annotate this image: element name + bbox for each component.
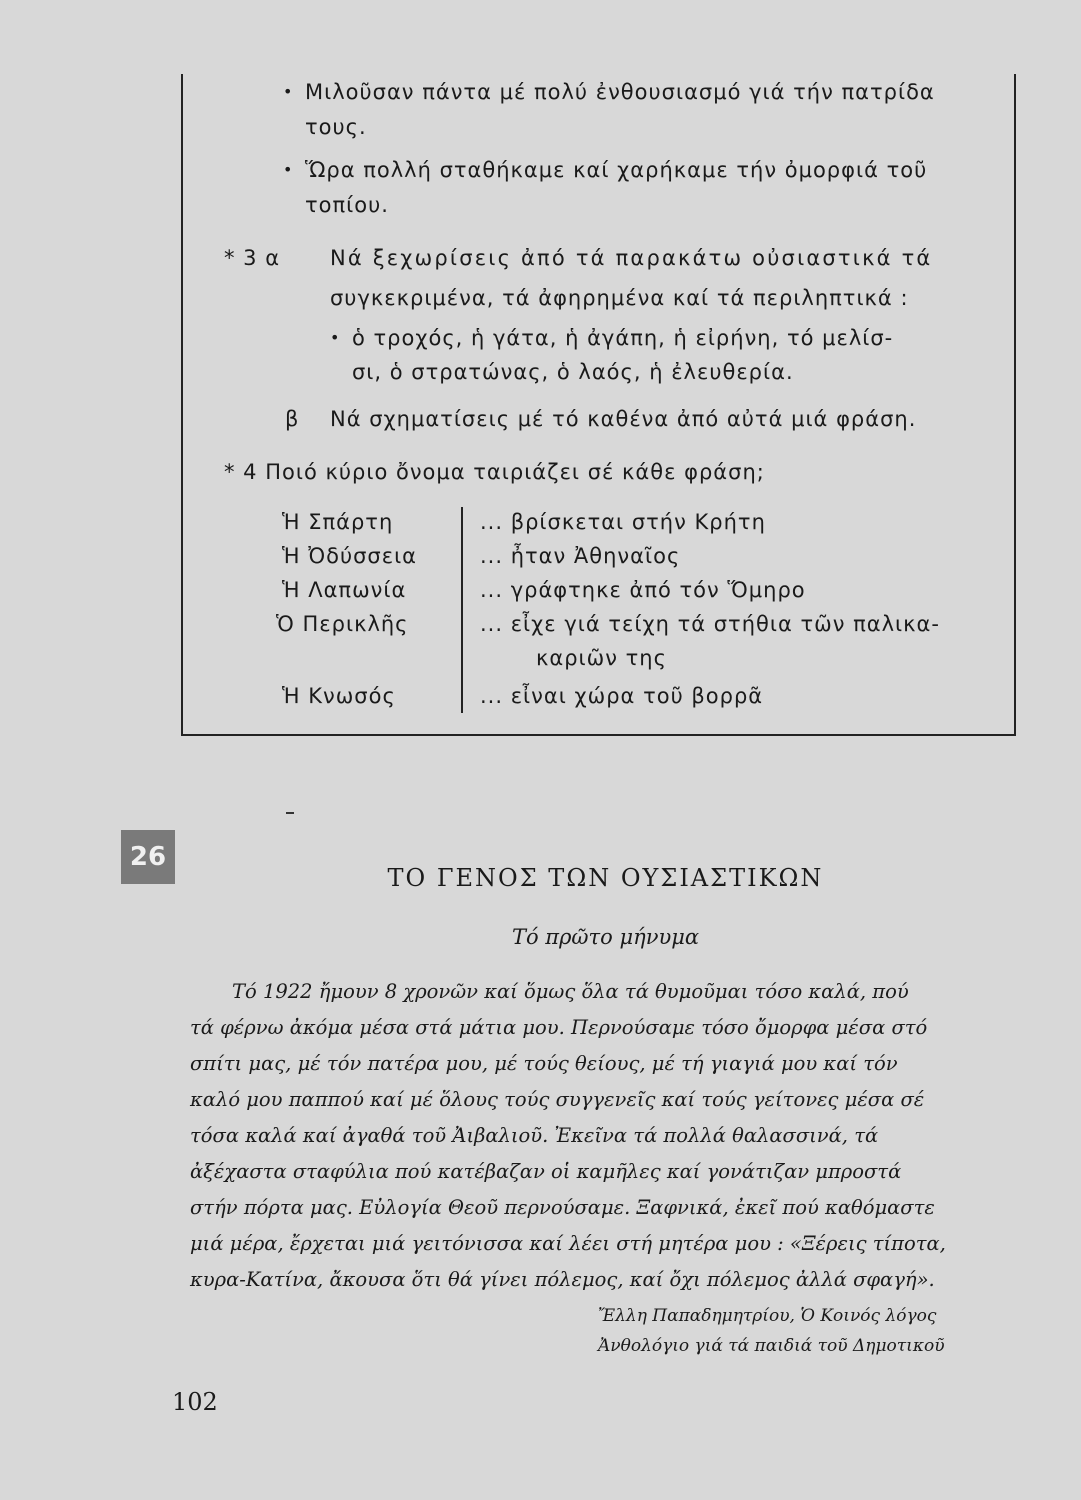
phrase-item: ... εἶναι χώρα τοῦ βορρᾶ — [480, 684, 764, 708]
passage-line: ἀξέχαστα σταφύλια πού κατέβαζαν οἱ καμῆλες καί γονάτιζαν μπροστά — [190, 1160, 902, 1183]
phrase-item: ... βρίσκεται στήν Κρήτη — [480, 510, 766, 534]
name-item: Ὁ Περικλῆς — [276, 612, 409, 636]
stray-mark — [286, 812, 294, 814]
source-anthology: Ἀνθολόγιο γιά τά παιδιά τοῦ Δημοτικοῦ — [598, 1336, 945, 1356]
passage-line: Τό 1922 ἤμουν 8 χρονῶν καί ὅμως ὅλα τά θυμοῦμαι τόσο καλά, πού — [232, 980, 909, 1003]
phrase-item: ... ἦταν Ἀθηναῖος — [480, 544, 681, 568]
exercise-3b-text: Νά σχηματίσεις μέ τό καθένα ἀπό αὐτά μιά φράση. — [330, 407, 917, 431]
phrase-item-cont: καριῶν της — [536, 646, 667, 670]
exercise-3b-label: β — [285, 407, 300, 431]
bullet-line: • Μιλοῦσαν πάντα μέ πολύ ἐνθουσιασμό γιά τήν πατρίδα — [305, 80, 935, 104]
bullet-line: • Ὥρα πολλή σταθήκαμε καί χαρήκαμε τήν ὀμορφιά τοῦ — [305, 158, 927, 182]
name-item: Ἡ Ὀδύσσεια — [282, 544, 418, 568]
passage-line: τόσα καλά καί ἀγαθά τοῦ Ἀιβαλιοῦ. Ἐκεῖνα τά πολλά θαλασσινά, τά — [190, 1124, 879, 1147]
phrase-item: ... εἶχε γιά τείχη τά στήθια τῶν παλικα- — [480, 612, 940, 636]
exercise-3a-label: * 3 α — [224, 246, 281, 270]
page-number: 102 — [172, 1388, 218, 1416]
section-title: ΤΟ ΓΕΝΟΣ ΤΩΝ ΟΥΣΙΑΣΤΙΚΩΝ — [387, 864, 824, 892]
name-item: Ἡ Κνωσός — [282, 684, 396, 708]
bullet-line-cont: τους. — [305, 115, 367, 139]
bullet-line-cont: τοπίου. — [305, 193, 389, 217]
exercise-3a-text: Νά ξεχωρίσεις ἀπό τά παρακάτω οὐσιαστικά τά — [330, 246, 933, 270]
name-item: Ἡ Σπάρτη — [282, 510, 394, 534]
section-number-badge: 26 — [121, 830, 175, 884]
passage-subtitle: Τό πρῶτο μήνυμα — [511, 925, 700, 949]
passage-line: κυρα-Κατίνα, ἄκουσα ὅτι θά γίνει πόλεμος, καί ὄχι πόλεμος ἀλλά σφαγή». — [190, 1268, 935, 1291]
column-divider — [461, 507, 463, 713]
source-author: Ἔλλη Παπαδημητρίου, Ὁ Κοινός λόγος — [598, 1306, 937, 1326]
passage-line: τά φέρνω ἀκόμα μέσα στά μάτια μου. Περνούσαμε τόσο ὄμορφα μέσα στό — [190, 1016, 928, 1039]
name-item: Ἡ Λαπωνία — [282, 578, 407, 602]
phrase-item: ... γράφτηκε ἀπό τόν Ὅμηρο — [480, 578, 806, 602]
passage-line: στήν πόρτα μας. Εὐλογία Θεοῦ περνούσαμε. Ξαφνικά, ἐκεῖ πού καθόμαστε — [190, 1196, 935, 1219]
passage-line: μιά μέρα, ἔρχεται μιά γειτόνισσα καί λέει στή μητέρα μου : «Ξέρεις τίποτα, — [190, 1232, 946, 1255]
passage-line: καλό μου παππού καί μέ ὅλους τούς συγγενεῖς καί τούς γείτονες μέσα σέ — [190, 1088, 925, 1111]
word-list: • ὁ τροχός, ἡ γάτα, ἡ ἀγάπη, ἡ εἰρήνη, τό μελίσ- — [352, 326, 893, 350]
passage-line: σπίτι μας, μέ τόν πατέρα μου, μέ τούς θείους, μέ τή γιαγιά μου καί τόν — [190, 1052, 898, 1075]
exercise-3a-text-cont: συγκεκριμένα, τά ἀφηρημένα καί τά περιληπτικά : — [330, 286, 909, 310]
word-list-cont: σι, ὁ στρατώνας, ὁ λαός, ἡ ἐλευθερία. — [352, 360, 794, 384]
exercise-4-text: * 4 Ποιό κύριο ὄνομα ταιριάζει σέ κάθε φράση; — [224, 460, 765, 484]
